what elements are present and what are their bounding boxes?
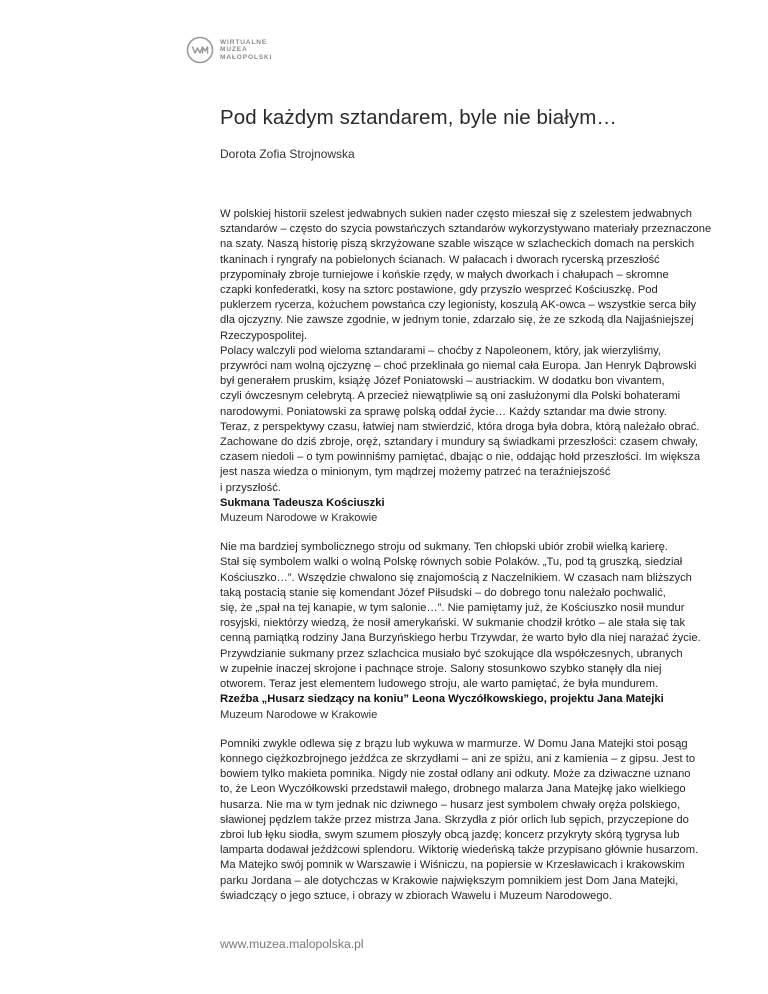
text-line: bowiem tylko makieta pomnika. Nigdy nie został odlany ani odkuty. Może za dziwaczne uznano xyxy=(220,768,691,781)
section-husarz xyxy=(220,692,760,904)
section-title: Rzeźba „Husarz siedzący na koniu” Leona Wyczółkowskiego, projektu Jana Matejki xyxy=(220,693,664,706)
site-logo xyxy=(186,36,272,64)
logo-text xyxy=(220,39,272,61)
text-line: W polskiej historii szelest jedwabnych sukien nader często mieszał się z szelestem jedwabnych xyxy=(220,208,692,220)
section-text xyxy=(220,540,760,692)
text-line: jest nasza wiedza o minionym, tym mądrzej możemy patrzeć na teraźniejszość xyxy=(220,466,611,479)
text-line: Zachowane do dziś zbroje, oręż, sztandary i mundury są świadkami przeszłości: czasem chwały, xyxy=(220,436,698,449)
wmm-logo-icon xyxy=(186,36,214,64)
intro-paragraph xyxy=(220,207,760,496)
footer-url[interactable]: www.muzea.malopolska.pl xyxy=(220,937,364,951)
logo-line-3: MAŁOPOLSKI xyxy=(220,53,273,61)
text-line: Kościuszko…”. Wszędzie chwalono się znajomością z Naczelnikiem. W czasach nam bliższych xyxy=(220,571,692,584)
text-line: Stał się symbolem walki o wolną Polskę równych sobie Polaków. „Tu, pod tą gruszką, siedział xyxy=(220,556,683,569)
text-line: cenną pamiątką rodziny Jana Burzyńskiego herbu Trzywdar, że warto było dla niej narażać życie. xyxy=(220,632,701,645)
text-line: świadczący o jego sztuce, i obrazy w zbiorach Wawelu i Muzeum Narodowego. xyxy=(220,889,612,902)
text-line: czyli ówczesnym celebrytą. A przecież niewątpliwie są oni zasłużonymi dla Polski bohaterami xyxy=(220,390,681,403)
section-title: Sukmana Tadeusza Kościuszki xyxy=(220,496,385,509)
text-line: tkaninach i ryngrafy na pobielonych ścianach. W pałacach i dworach rycerską przeszłość xyxy=(220,253,660,266)
section-kosciuszko xyxy=(220,496,760,692)
text-line: parku Jordana – ale dotychczas w Krakowie największym pomnikiem jest Dom Jana Matejki, xyxy=(220,874,679,887)
author-name: Dorota Zofia Strojnowska xyxy=(220,147,355,161)
text-line: Polacy walczyli pod wieloma sztandarami – choćby z Napoleonem, który, jak wierzyliśmy, xyxy=(220,344,662,357)
text-line: Pomniki zwykle odlewa się z brązu lub wykuwa w marmurze. W Domu Jana Matejki stoi posąg xyxy=(220,737,688,750)
museum-name: Muzeum Narodowe w Krakowie xyxy=(220,512,378,525)
text-line: i przyszłość. xyxy=(220,481,281,494)
text-line: Rzeczypospolitej. xyxy=(220,329,308,342)
text-line: otworem. Teraz jest elementem ludowego stroju, ale warto pamiętać, że była mundurem. xyxy=(220,678,659,691)
text-line: to, że Leon Wyczółkowski przedstawił małego, drobnego malarza Jana Matejkę jako wielkiego xyxy=(220,783,686,796)
text-line: rosyjski, niektórzy wiedzą, że nosił amerykański. W sukmanie chodził krótko – ale stała się tak xyxy=(220,617,686,630)
text-line: sztandarów – często do szycia powstańczych sztandarów wykorzystywano materiały przeznaczone xyxy=(220,223,712,236)
text-line: konnego ciężkozbrojnego jeźdźca ze skrzydłami – ani ze spiżu, ani z kamienia – z gipsu. Jest to xyxy=(220,752,696,765)
text-line: dla ojczyzny. Nie zawsze zgodnie, w jednym tonie, zdarzało się, że ze szkodą dla Najjaśniejszej xyxy=(220,314,694,327)
text-line: taką postacią stanie się komendant Józef Piłsudski – do dobrego tonu należało pochwalić, xyxy=(220,586,666,599)
text-line: sławionej pędzlem także przez mistrza Jana. Skrzydła z piór orlich lub sępich, przyczepione do xyxy=(220,813,689,826)
section-text xyxy=(220,737,760,904)
text-line: Ma Matejko swój pomnik w Warszawie i Wiśniczu, na popiersie w Krzesławicach i krakowskim xyxy=(220,859,685,872)
text-line: puklerzem rycerza, kożuchem powstańca czy legionisty, koszulą AK-owca – wszystkie serca biły xyxy=(220,299,697,312)
text-line: Przywdzianie sukmany przez szlachcica musiało być szokujące dla współczesnych, ubranych xyxy=(220,647,683,660)
text-line: narodowymi. Poniatowski za sprawę polską oddał życie… Każdy sztandar ma dwie strony. xyxy=(220,405,667,418)
text-line: czasem niedoli – o tym powinniśmy pamiętać, dbając o nie, oddając hołd przeszłości. Im większa xyxy=(220,451,701,464)
text-line: był generałem pruskim, książę Józef Poniatowski – austriackim. W dodatku bon vivantem, xyxy=(220,375,665,388)
page-title: Pod każdym sztandarem, byle nie białym… xyxy=(220,106,617,129)
text-line: husarza. Nie ma w tym jednak nic dziwnego – husarz jest symbolem chwały oręża polskiego, xyxy=(220,798,681,811)
text-line: zbroi lub łęku siodła, swym szumem płoszyły obcą jazdę; koncerz przykryty skórą tygrysa lub xyxy=(220,828,680,841)
text-line: lamparta dodawał jeźdźcowi splendoru. Wiktorię wiedeńską także przypisano głównie husarzom. xyxy=(220,844,699,857)
museum-name: Muzeum Narodowe w Krakowie xyxy=(220,708,378,721)
text-line: przypominały zbroje turniejowe i końskie rzędy, w małych dworkach i chałupach – skromne xyxy=(220,268,669,281)
text-line: czapki konfederatki, kosy na sztorc postawione, gdy przyszło wesprzeć Kościuszkę. Pod xyxy=(220,284,658,297)
logo-line-2: MUZEA xyxy=(220,46,248,54)
article-body xyxy=(220,207,760,904)
text-line: Nie ma bardziej symbolicznego stroju od sukmany. Ten chłopski ubiór zrobił wielką karierę. xyxy=(220,541,668,554)
text-line: się, że „spał na tej kanapie, w tym salonie…”. Nie pamiętamy już, że Kościuszko nosił mundur xyxy=(220,602,685,615)
text-line: przywróci nam wolną ojczyznę – choć przeklinała go niemal cała Europa. Jan Henryk Dąbrowski xyxy=(220,360,697,373)
text-line: Teraz, z perspektywy czasu, łatwiej nam stwierdzić, która droga była dobra, którą należało obrać. xyxy=(220,420,700,433)
text-line: w zupełnie inaczej skrojone i pachnące stroje. Salony stosunkowo szybko stanęły dla niej xyxy=(220,662,662,675)
logo-line-1: WIRTUALNE xyxy=(220,38,268,46)
text-line: na szaty. Naszą historię piszą skrzyżowane szable wiszące w szlacheckich domach na perskich xyxy=(220,238,695,251)
